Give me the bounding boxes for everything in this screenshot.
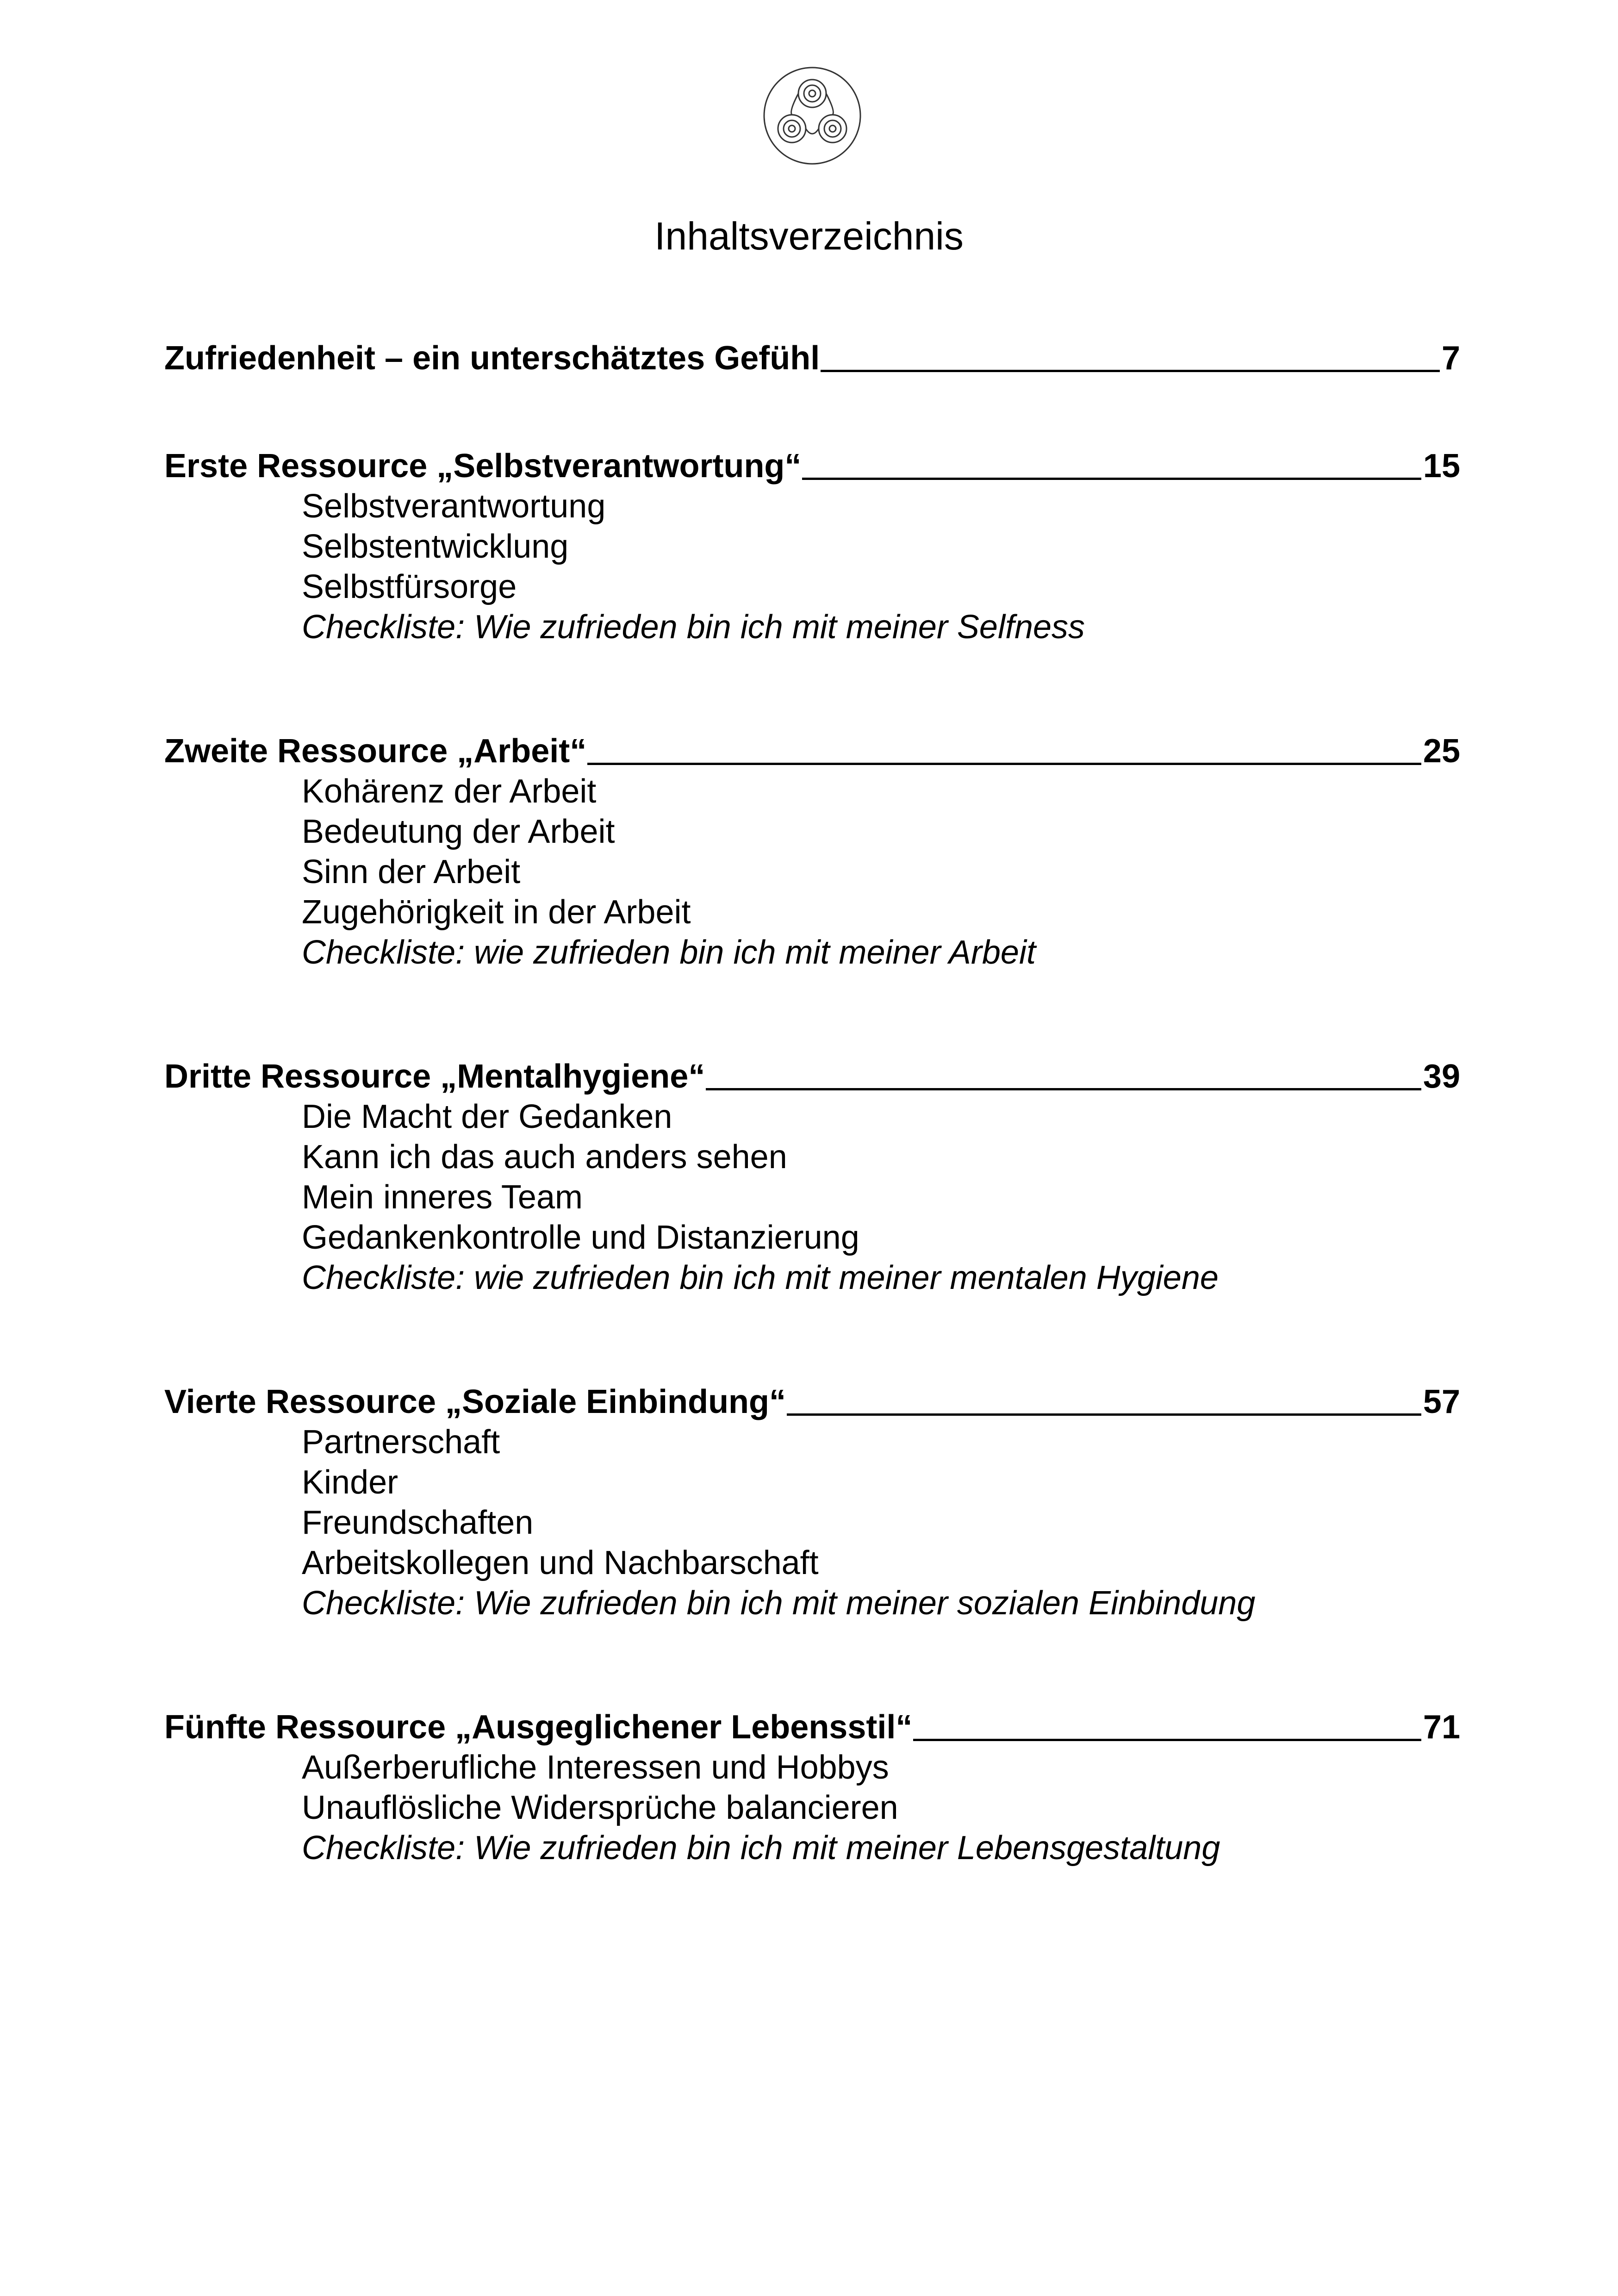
toc-entry[interactable]: [164, 1056, 1460, 1097]
toc-page-number: 39: [1423, 1058, 1460, 1095]
toc-subentries: [302, 486, 1460, 647]
toc-page-number: 57: [1423, 1383, 1460, 1420]
toc-entry-title: Fünfte Ressource „Ausgeglichener Lebensstil“: [164, 1709, 913, 1746]
toc-subentry: Unauflösliche Widersprüche balancieren: [302, 1789, 898, 1826]
toc-subentry: Partnerschaft: [302, 1424, 500, 1461]
toc-checklist-entry: Checkliste: wie zufrieden bin ich mit meiner mentalen Hygiene: [302, 1259, 1219, 1296]
toc-subentry: Kann ich das auch anders sehen: [302, 1139, 787, 1176]
toc-entry[interactable]: [164, 1381, 1460, 1422]
toc-leader-line: [706, 1088, 1421, 1090]
toc-subentries: [302, 1748, 1460, 1868]
toc-subentry: Selbstentwicklung: [302, 528, 569, 565]
toc-subentry: Außerberufliche Interessen und Hobbys: [302, 1749, 889, 1786]
toc-leader-line: [821, 370, 1440, 372]
toc-subentry: Kohärenz der Arbeit: [302, 773, 597, 810]
toc-entry-title: Dritte Ressource „Mentalhygiene“: [164, 1058, 705, 1095]
toc-subentries: [302, 1422, 1460, 1624]
toc-leader-line: [913, 1739, 1421, 1741]
toc-entry[interactable]: [164, 1707, 1460, 1748]
toc-section: [164, 1381, 1460, 1624]
toc-subentry: Gedankenkontrolle und Distanzierung: [302, 1219, 859, 1256]
page-title: Inhaltsverzeichnis: [654, 214, 964, 258]
toc-entry-title: Vierte Ressource „Soziale Einbindung“: [164, 1383, 786, 1420]
toc-subentries: [302, 772, 1460, 973]
toc-subentry: Sinn der Arbeit: [302, 853, 521, 890]
toc-section: [164, 1056, 1460, 1298]
toc-section: [164, 731, 1460, 973]
toc-checklist-entry: Checkliste: Wie zufrieden bin ich mit meiner Selfness: [302, 609, 1085, 646]
toc-subentry: Selbstverantwortung: [302, 488, 606, 525]
toc-subentry: Zugehörigkeit in der Arbeit: [302, 894, 691, 931]
toc-entry[interactable]: [164, 731, 1460, 772]
toc-leader-line: [802, 478, 1421, 480]
toc-subentries: [302, 1097, 1460, 1298]
toc-section: [164, 1707, 1460, 1868]
toc-subentry: Kinder: [302, 1464, 398, 1501]
triskele-logo-icon: [761, 65, 863, 167]
toc-page-number: 7: [1441, 340, 1460, 377]
toc-section: [164, 338, 1460, 379]
toc-checklist-entry: Checkliste: wie zufrieden bin ich mit meiner Arbeit: [302, 934, 1036, 971]
toc-subentry: Bedeutung der Arbeit: [302, 813, 615, 850]
toc-leader-line: [787, 1413, 1421, 1416]
toc-entry[interactable]: [164, 446, 1460, 486]
toc-checklist-entry: Checkliste: Wie zufrieden bin ich mit meiner sozialen Einbindung: [302, 1585, 1256, 1622]
toc-subentry: Mein inneres Team: [302, 1179, 583, 1216]
toc-checklist-entry: Checkliste: Wie zufrieden bin ich mit meiner Lebensgestaltung: [302, 1829, 1220, 1867]
toc-page-number: 25: [1423, 733, 1460, 770]
toc-subentry: Arbeitskollegen und Nachbarschaft: [302, 1544, 819, 1581]
toc-section: [164, 446, 1460, 647]
toc-entry-title: Erste Ressource „Selbstverantwortung“: [164, 448, 802, 485]
toc-entry-title: Zweite Ressource „Arbeit“: [164, 733, 587, 770]
toc-entry-title: Zufriedenheit – ein unterschätztes Gefühl: [164, 340, 820, 377]
toc-leader-line: [587, 763, 1421, 765]
toc-subentry: Selbstfürsorge: [302, 568, 517, 605]
toc-page-number: 15: [1423, 448, 1460, 485]
toc-subentry: Freundschaften: [302, 1504, 534, 1541]
toc-page-number: 71: [1423, 1709, 1460, 1746]
toc-subentry: Die Macht der Gedanken: [302, 1098, 672, 1135]
toc-entry[interactable]: [164, 338, 1460, 379]
table-of-contents: [164, 338, 1460, 1952]
